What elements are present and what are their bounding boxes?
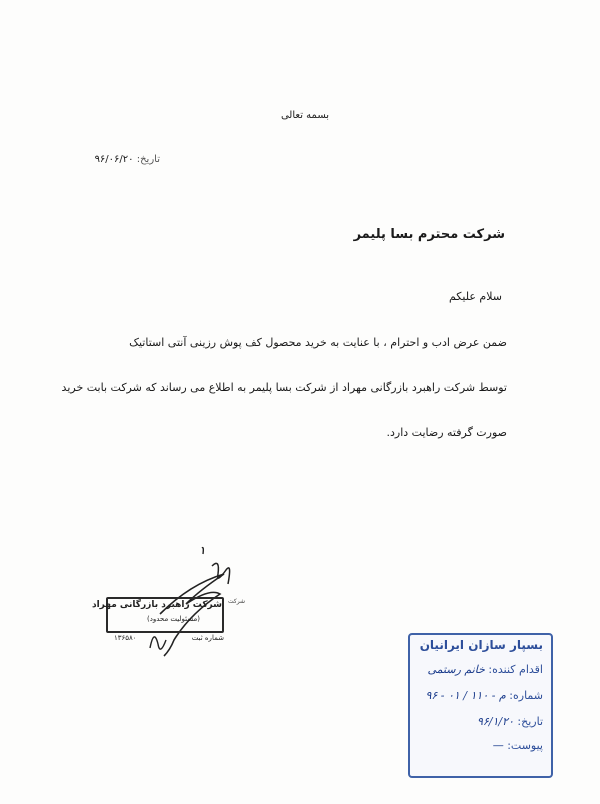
receipt-organization: بسپار سازان ایرانیان [419,638,543,652]
receipt-number-label: شماره: [509,689,543,702]
stamp-subtitle: (مسئولیت محدود) [147,615,200,623]
receipt-number-value: م - ۱۱۰ / ۰۱ - ۹۶ [425,689,506,702]
receipt-date-label: تاریخ: [517,715,543,728]
receipt-date-row [477,715,543,728]
body-line: ضمن عرض ادب و احترام ، با عنایت به خرید محصول کف پوش رزینی آنتی استاتیک [129,336,507,349]
receipt-date-value: ۹۶/۱/۲۰ [476,715,514,728]
date-value: ۹۶/۰۶/۲۰ [94,154,134,165]
body-line: توسط شرکت راهبرد بازرگانی مهراد از شرکت بسا پلیمر به اطلاع می رساند که شرکت بابت خرید [61,381,507,394]
date-line [95,154,160,165]
stamp-registration-number: ۱۳۶۵۸۰ [114,634,137,642]
letter-heading: بسمه تعالی [280,110,330,121]
receipt-action-row [428,663,543,676]
stamp-registration-label: شماره ثبت [191,634,224,642]
body-line: صورت گرفته رضایت دارد. [386,426,507,439]
receipt-attachment-value: — [492,739,504,752]
receipt-stamp [408,633,553,778]
company-stamp [91,597,230,642]
greeting: سلام علیکم [448,290,502,303]
receipt-attachment-label: پیوست: [507,739,543,752]
receipt-action-value: خانم رستمی [427,663,485,676]
recipient: شرکت محترم بسا پلیمر [353,227,505,242]
date-label: تاریخ: [136,154,160,165]
receipt-attachment-row [493,739,543,752]
receipt-number-row [425,689,543,702]
receipt-action-label: اقدام کننده: [488,663,543,676]
stamp-company-name: شرکت راهبرد بازرگانی مهراد [91,600,222,610]
stamp-side-word: شرکت [228,598,246,605]
